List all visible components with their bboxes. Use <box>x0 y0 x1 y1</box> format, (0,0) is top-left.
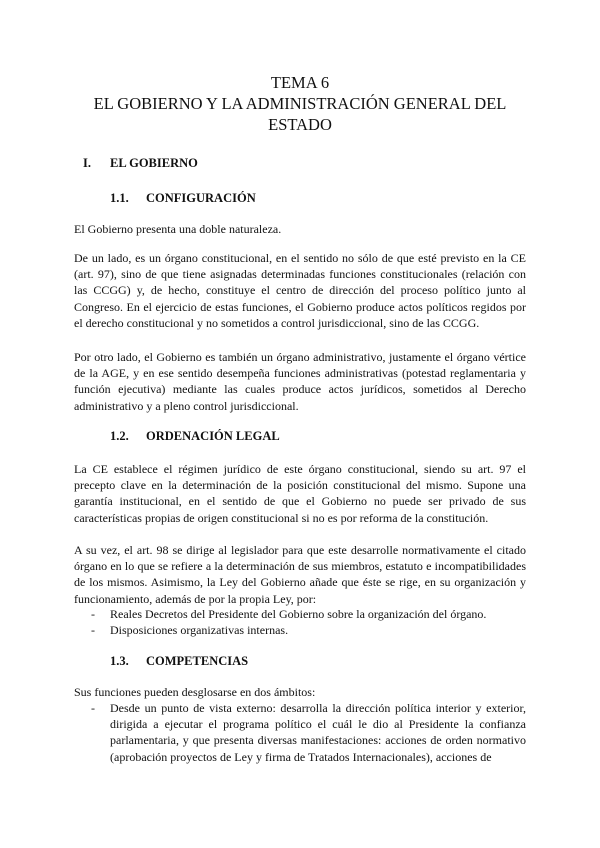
paragraph-3: Por otro lado, el Gobierno es también un órgano administrativo, justamente el órgano vértice de la AGE, y en ese sentido desempeña funciones administrativas (potestad reglamentaria y función ejecutiva) mediante las cuales produce actos jurídicos, sometidos al Derecho administrativo y a pleno control jurisdiccional. <box>74 350 526 413</box>
list-item: Disposiciones organizativas internas. <box>110 623 289 637</box>
list-item-marker: - <box>91 607 95 621</box>
doc-title-line-1: TEMA 6 <box>270 73 330 92</box>
list-item-marker: - <box>91 623 95 637</box>
paragraph-6: Sus funciones pueden desglosarse en dos ámbitos: <box>74 685 316 699</box>
subsection-1-2-heading: ORDENACIÓN LEGAL <box>146 429 280 443</box>
doc-title-line-2: EL GOBIERNO Y LA ADMINISTRACIÓN GENERAL DEL <box>93 94 507 113</box>
list-item: Desde un punto de vista externo: desarrolla la dirección política interior y exterior, dirigida a ejecutar el programa político el cuál le dio al Presidente la confianza parlamentaria, y que presenta diversas manifestaciones: acciones de orden normativo (aprobación proyectos de Ley y firma de Tratados Internacionales), acciones de <box>110 701 526 764</box>
subsection-1-3-heading: COMPETENCIAS <box>146 654 249 668</box>
subsection-1-2-number: 1.2. <box>110 429 129 443</box>
paragraph-5: A su vez, el art. 98 se dirige al legislador para que este desarrolle normativamente el citado órgano en lo que se refiere a la determinación de sus miembros, estatuto e incompatibilidades de los mismos. Asimismo, la Ley del Gobierno añade que éste se rige, en su organización y funcionamiento, además de por la propia Ley, por: <box>74 543 526 606</box>
paragraph-4: La CE establece el régimen jurídico de este órgano constitucional, siendo su art. 97 el precepto clave en la determinación de la posición constitucional del mismo. Supone una garantía institucional, en el sentido de que el Gobierno no puede ser privado de sus características propias de origen constitucional si no es por reforma de la constitución. <box>74 462 526 525</box>
list-item: Reales Decretos del Presidente del Gobierno sobre la organización del órgano. <box>110 607 487 621</box>
subsection-1-3-number: 1.3. <box>110 654 129 668</box>
list-item-marker: - <box>91 701 95 715</box>
paragraph-2: De un lado, es un órgano constitucional, en el sentido no sólo de que esté previsto en la CE (art. 97), sino de que tiene asignadas determinadas funciones constitucionales (relación con las CCGG) y, de hecho, constituye el centro de dirección del proceso político junto al Congreso. En el ejercicio de estas funciones, el Gobierno produce actos políticos regidos por el derecho constitucional y no sometidos a control jurisdiccional, sino de las CCGG. <box>74 251 526 330</box>
doc-title-line-3: ESTADO <box>268 115 332 134</box>
paragraph-1: El Gobierno presenta una doble naturaleza. <box>74 222 282 236</box>
subsection-1-1-heading: CONFIGURACIÓN <box>146 191 256 205</box>
subsection-1-1-number: 1.1. <box>110 191 129 205</box>
section-1-number: I. <box>83 156 91 170</box>
section-1-heading: EL GOBIERNO <box>110 156 198 170</box>
